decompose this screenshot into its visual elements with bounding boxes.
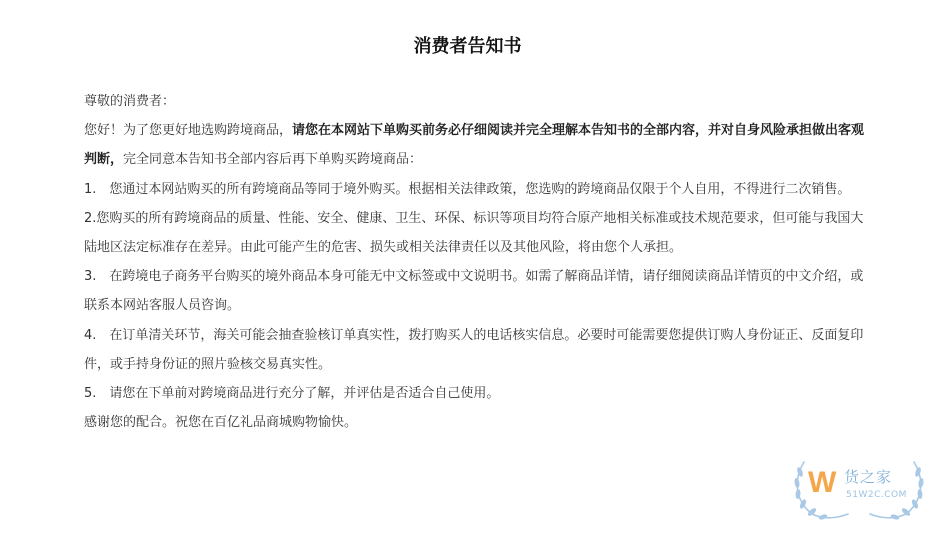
- notice-item-5: 5. 请您在下单前对跨境商品进行充分了解，并评估是否适合自己使用。: [84, 386, 500, 402]
- watermark-logo: [790, 456, 928, 522]
- page-title: 消费者告知书: [413, 36, 522, 57]
- greeting: 尊敬的消费者：: [84, 94, 176, 109]
- watermark-w-icon: W: [808, 466, 837, 499]
- watermark-name: 货之家: [844, 468, 893, 486]
- closing-text: 感谢您的配合。祝您在百亿礼品商城购物愉快。: [84, 415, 358, 431]
- intro-text-pre: 您好！为了您更好地选购跨境商品，: [84, 123, 293, 139]
- watermark-url: 51W2C.COM: [846, 490, 907, 500]
- notice-item-4: 4. 在订单清关环节，海关可能会抽查验核订单真实性，拨打购买人的电话核实信息。必要时可能需要您提供订购人身份证正、反面复印件，或手持身份证的照片验核交易真实性。: [84, 327, 864, 372]
- intro-text-post: 完全同意本告知书全部内容后再下单购买跨境商品：: [123, 152, 423, 168]
- notice-body: [84, 87, 874, 437]
- notice-item-1: 1. 您通过本网站购买的所有跨境商品等同于境外购买。根据相关法律政策，您选购的跨境商品仅限于个人自用，不得进行二次销售。: [84, 181, 851, 197]
- intro-paragraph: [84, 116, 874, 174]
- notice-item-3: 3. 在跨境电子商务平台购买的境外商品本身可能无中文标签或中文说明书。如需了解商品详情，请仔细阅读商品详情页的中文介绍，或联系本网站客服人员咨询。: [84, 269, 864, 314]
- intro-text-bold: 请您在本网站下单购买前务必仔细阅读并完全理解本告知书的全部内容，并对自身风险承担做出客观判断，: [84, 123, 865, 168]
- notice-item-2: 2.您购买的所有跨境商品的质量、性能、安全、健康、卫生、环保、标识等项目均符合原产地相关标准或技术规范要求，但可能与我国大陆地区法定标准存在差异。由此可能产生的危害、损失或相关法律责任以及其他风险，将由您个人承担。: [84, 210, 864, 256]
